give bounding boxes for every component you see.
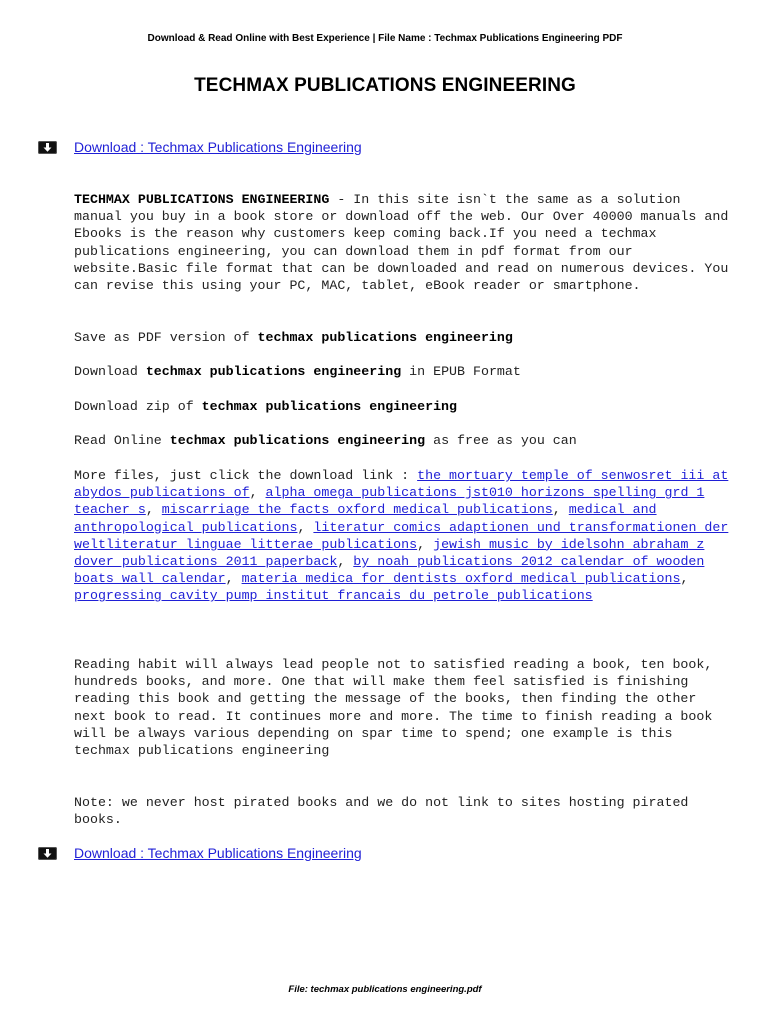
zip-prefix: Download zip of [74, 399, 202, 414]
intro-bold: TECHMAX PUBLICATIONS ENGINEERING [74, 192, 330, 207]
intro-paragraph [74, 191, 734, 294]
epub-bold: techmax publications engineering [145, 364, 402, 379]
note-paragraph: Note: we never host pirated books and we do not link to sites hosting pirated books. [74, 795, 689, 828]
related-link[interactable]: medical and anthropological publications [74, 502, 657, 535]
read-online-suffix: as free as you can [425, 433, 577, 448]
zip-line [74, 398, 734, 415]
save-pdf-line [74, 329, 734, 346]
page-title: TECHMAX PUBLICATIONS ENGINEERING [194, 75, 576, 96]
reading-habit-paragraph: Reading habit will always lead people not to satisfied reading a book, ten book, hundreds books, and more. One that will make them feel satisfied is finishing reading this book and getting the message of the books, then finding the other next book to read. It continues more and more. The time to finish reading a book will be always various depending on spar time to spend; one example is this techmax publications engineering [74, 657, 713, 759]
save-pdf-prefix: Save as PDF version of [74, 330, 258, 345]
download-row-bottom[interactable] [38, 843, 362, 863]
download-arrow-icon[interactable] [38, 847, 57, 860]
download-link-top[interactable]: Download : Techmax Publications Engineering [74, 139, 362, 155]
more-files-prefix: More files, just click the download link : [74, 468, 418, 483]
header-text: Download & Read Online with Best Experience | File Name : Techmax Publications Engineering PDF [147, 33, 623, 44]
related-link[interactable]: progressing cavity pump institut francais du petrole publications [74, 588, 593, 604]
epub-suffix: in EPUB Format [401, 364, 521, 379]
related-link[interactable]: alpha omega publications jst010 horizons spelling grd 1 teacher s [74, 485, 705, 518]
download-link-bottom[interactable]: Download : Techmax Publications Engineering [74, 845, 362, 861]
related-link[interactable]: by noah publications 2012 calendar of wooden boats wall calendar [74, 554, 705, 587]
intro-text: - In this site isn`t the same as a solution manual you buy in a book store or download off the web. Our Over 40000 manuals and Ebooks is the reason why customers keep coming back.If you need a techmax publications engineering, you can download them in pdf format from our website.Basic file format that can be downloaded and read on numerous devices. You can revise this using your PC, MAC, tablet, eBook reader or smartphone. [74, 192, 729, 294]
more-files-paragraph: More files, just click the download link : the mortuary temple of senwosret iii at abydos publications of, alpha omega publications jst010 horizons spelling grd 1 teacher s, miscarriage the facts oxford medical publications, medical and anthropological publications, literatur comics adaptionen und transformationen der weltliteratur linguae litterae publications, jewish music by idelsohn abraham z dover publications 2011 paperback, by noah publications 2012 calendar of wooden boats wall calendar, materia medica for dentists oxford medical publications, progressing cavity pump institut francais du petrole publications [74, 468, 729, 604]
epub-line [74, 363, 734, 380]
download-arrow-icon[interactable] [38, 141, 57, 154]
epub-prefix: Download [74, 364, 146, 379]
footer-filename: File: techmax publications engineering.pdf [288, 984, 482, 995]
read-online-bold: techmax publications engineering [169, 433, 426, 448]
related-link[interactable]: materia medica for dentists oxford medical publications [241, 571, 681, 587]
save-pdf-bold: techmax publications engineering [257, 330, 513, 345]
related-link[interactable]: miscarriage the facts oxford medical publications [161, 502, 553, 518]
read-online-line [74, 432, 734, 449]
related-link[interactable]: literatur comics adaptionen und transformationen der weltliteratur linguae litterae publications [74, 519, 729, 552]
related-link[interactable]: jewish music by idelsohn abraham z dover publications 2011 paperback [74, 536, 705, 570]
zip-bold: techmax publications engineering [201, 399, 458, 414]
related-link[interactable]: the mortuary temple of senwosret iii at abydos publications of [74, 468, 729, 501]
read-online-prefix: Read Online [74, 433, 170, 448]
download-row-top[interactable] [38, 137, 362, 157]
